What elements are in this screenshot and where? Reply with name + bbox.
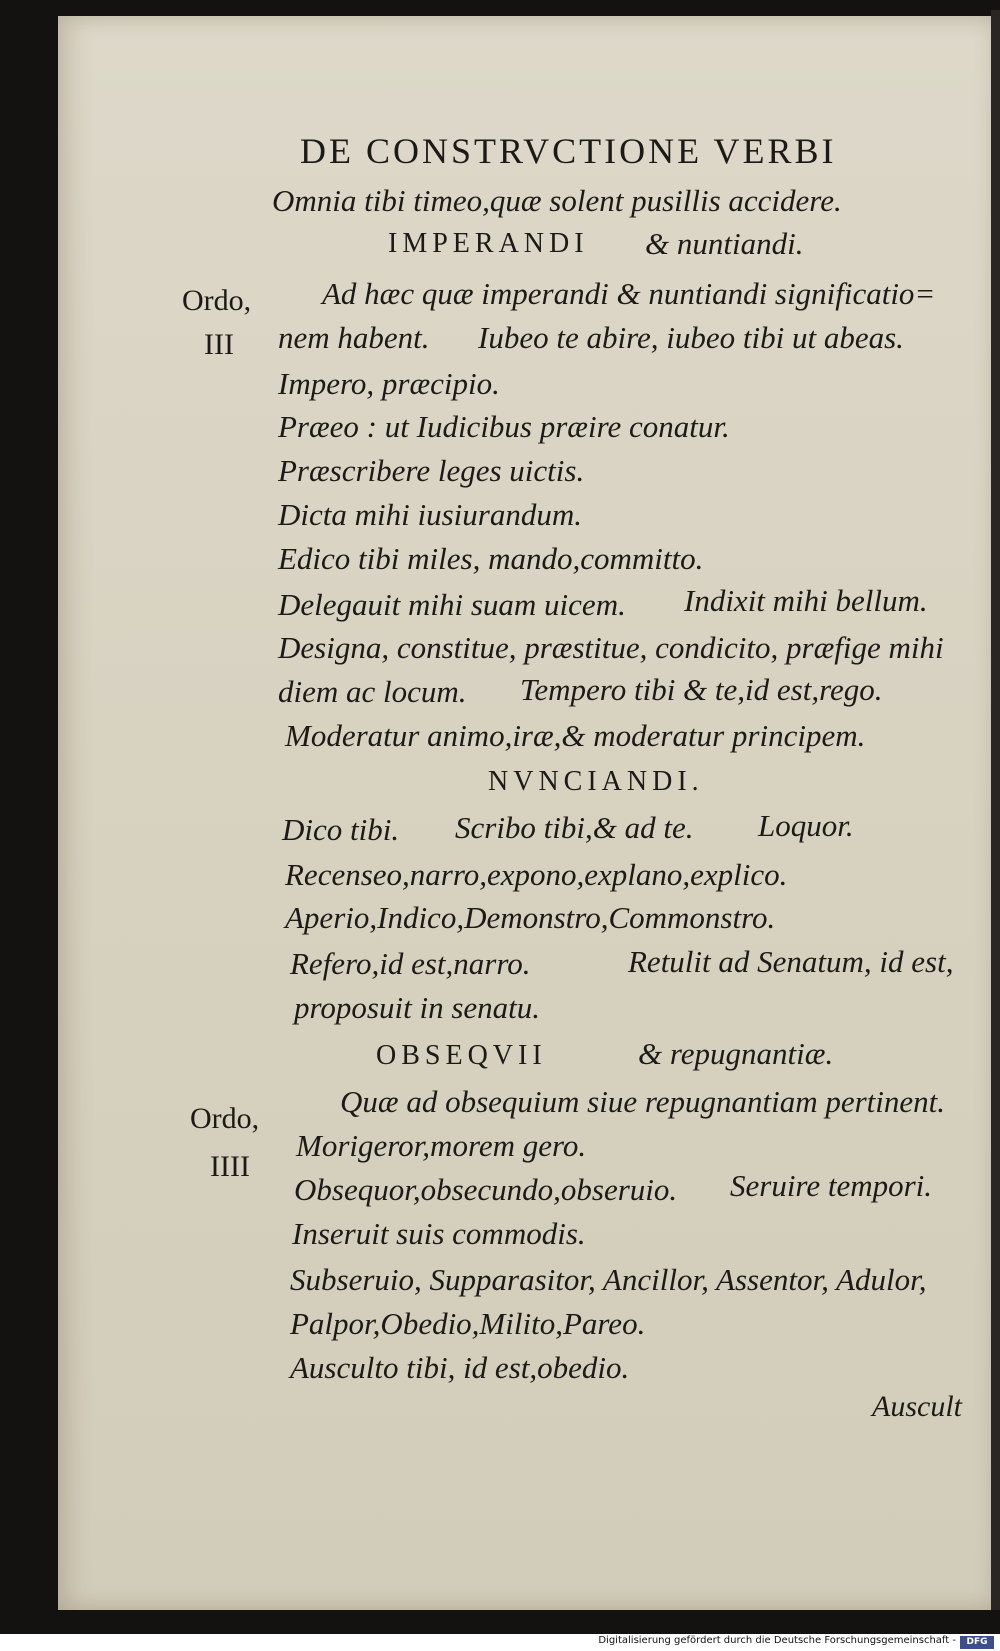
text-line: Præscribere leges uictis. [278,453,585,488]
section-heading-sub: & repugnantiæ. [638,1036,834,1071]
text-line: Quæ ad obsequium siue repugnantiam pertinent. [340,1084,946,1119]
text-line: Tempero tibi & te,id est,rego. [520,672,883,707]
text-line: Morigeror,morem gero. [296,1128,587,1163]
text-line: Loquor. [758,808,854,843]
text-line: Subseruio, Supparasitor, Ancillor, Assentor, Adulor, [290,1262,927,1297]
margin-number: III [204,328,234,361]
text-line: Ausculto tibi, id est,obedio. [290,1350,630,1385]
text-line: Obsequor,obsecundo,obseruio. [294,1172,678,1207]
text-line: Impero, præcipio. [278,366,500,401]
page-edge [991,10,1000,1610]
margin-ordo: Ordo, [190,1102,260,1135]
margin-ordo: Ordo, [182,284,252,317]
section-heading: OBSEQVII [376,1040,547,1071]
text-line: Seruire tempori. [730,1168,933,1203]
text-line: Retulit ad Senatum, id est, [628,944,954,979]
section-heading: NVNCIANDI. [488,766,704,797]
text-line: Scribo tibi,& ad te. [455,810,694,845]
page-header: DE CONSTRVCTIONE VERBI [300,131,837,171]
catchword: Auscult [872,1390,962,1423]
text-line: Præeo : ut Iudicibus præire conatur. [278,409,730,444]
text-line: proposuit in senatu. [294,990,541,1025]
text-line: diem ac locum. [278,674,467,709]
margin-number: IIII [210,1150,250,1183]
text-line: Delegauit mihi suam uicem. [278,587,626,622]
section-heading: IMPERANDI [388,228,589,259]
text-line: nem habent. [278,320,430,355]
text-line: Iubeo te abire, iubeo tibi ut abeas. [478,320,904,355]
text-line: Recenseo,narro,expono,explano,explico. [285,857,788,892]
text-line: Moderatur animo,iræ,& moderatur principem. [285,718,866,753]
text-line: Indixit mihi bellum. [684,583,928,618]
text-line: Designa, constitue, præstitue, condicito, præfige mihi [278,630,944,665]
section-heading-sub: & nuntiandi. [645,226,804,261]
footer-credit: Digitalisierung gefördert durch die Deutsche Forschungsgemeinschaft - [598,1635,956,1646]
text-line: Omnia tibi timeo,quæ solent pusillis accidere. [272,183,842,218]
text-line: Dicta mihi iusiurandum. [278,497,582,532]
text-line: Dico tibi. [282,812,400,847]
text-line: Refero,id est,narro. [290,946,531,981]
text-line: Edico tibi miles, mando,committo. [278,541,704,576]
dfg-logo: DFG [960,1636,994,1649]
text-line: Aperio,Indico,Demonstro,Commonstro. [285,900,776,935]
text-line: Ad hæc quæ imperandi & nuntiandi significatio= [322,276,936,311]
text-line: Inseruit suis commodis. [292,1216,586,1251]
text-line: Palpor,Obedio,Milito,Pareo. [290,1306,646,1341]
